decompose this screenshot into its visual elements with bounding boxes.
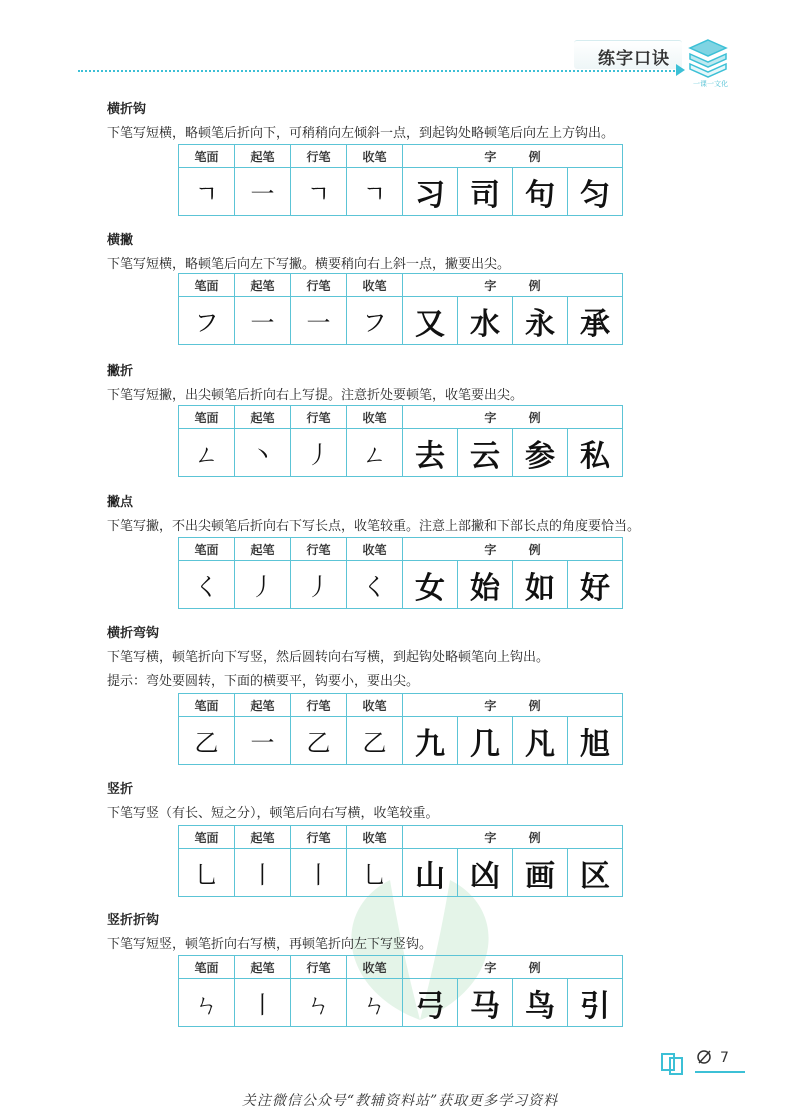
table-header-examples: 字 例 <box>403 145 623 168</box>
example-character-cell: 如 <box>513 561 568 609</box>
example-character-cell: 去 <box>403 429 458 477</box>
stroke-cell: ㄣ <box>179 979 235 1027</box>
example-character-cell: 又 <box>403 297 458 345</box>
stroke-cell: 乙 <box>347 717 403 765</box>
table-header-cell: 起笔 <box>235 145 291 168</box>
stroke-cell: 丨 <box>291 849 347 897</box>
stroke-table <box>178 405 623 477</box>
table-header-cell: 收笔 <box>347 274 403 297</box>
table-header-examples: 字 例 <box>403 694 623 717</box>
header-dotted-line <box>78 70 678 72</box>
book-icon <box>660 1052 686 1076</box>
example-character-cell: 凡 <box>513 717 568 765</box>
stroke-cell: 一 <box>291 297 347 345</box>
example-character-cell: 几 <box>458 717 513 765</box>
stroke-cell: ㄥ <box>347 429 403 477</box>
page-mark-icon <box>696 1049 712 1065</box>
example-character-cell: 旭 <box>568 717 623 765</box>
stroke-table <box>178 144 623 216</box>
section-description: 下笔写短横，略顿笔后折向下，可稍稍向左倾斜一点，到起钩处略顿笔后向左上方钩出。 <box>107 126 615 141</box>
stroke-cell: 乙 <box>179 717 235 765</box>
table-header-cell: 起笔 <box>235 956 291 979</box>
section-title: 竖折 <box>107 782 134 797</box>
stroke-cell: 丨 <box>235 979 291 1027</box>
stroke-table <box>178 955 623 1027</box>
footer-note: 关注微信公众号“教辅资料站”获取更多学习资料 <box>241 1093 559 1109</box>
table-header-cell: 收笔 <box>347 145 403 168</box>
table-header-cell: 起笔 <box>235 826 291 849</box>
example-character-cell: 司 <box>458 168 513 216</box>
page-number: 7 <box>720 1050 729 1066</box>
stroke-cell: 丶 <box>235 429 291 477</box>
table-header-cell: 笔面 <box>179 538 235 561</box>
table-header-cell: 收笔 <box>347 694 403 717</box>
table-header-cell: 行笔 <box>291 826 347 849</box>
stroke-cell: 乙 <box>291 717 347 765</box>
table-header-cell: 笔面 <box>179 826 235 849</box>
table-header-examples: 字 例 <box>403 956 623 979</box>
section-description: 下笔写短撇，出尖顿笔后折向右上写提。注意折处要顿笔，收笔要出尖。 <box>107 388 524 403</box>
table-header-examples: 字 例 <box>403 826 623 849</box>
stroke-cell: 丿 <box>291 429 347 477</box>
example-character-cell: 区 <box>568 849 623 897</box>
stroke-cell: 乚 <box>347 849 403 897</box>
table-header-cell: 起笔 <box>235 538 291 561</box>
table-header-cell: 笔面 <box>179 694 235 717</box>
section-description: 提示：弯处要圆转，下面的横要平，钩要小，要出尖。 <box>107 674 420 689</box>
table-header-cell: 起笔 <box>235 406 291 429</box>
example-character-cell: 习 <box>403 168 458 216</box>
stroke-cell: 丿 <box>235 561 291 609</box>
stroke-cell: ㄱ <box>291 168 347 216</box>
example-character-cell: 永 <box>513 297 568 345</box>
section-title: 竖折折钩 <box>107 913 160 928</box>
stroke-cell: ㄥ <box>179 429 235 477</box>
example-character-cell: 承 <box>568 297 623 345</box>
example-character-cell: 画 <box>513 849 568 897</box>
stroke-table <box>178 825 623 897</box>
stroke-cell: 一 <box>235 297 291 345</box>
book-stack-logo-icon <box>686 36 730 80</box>
example-character-cell: 云 <box>458 429 513 477</box>
example-character-cell: 引 <box>568 979 623 1027</box>
example-character-cell: 山 <box>403 849 458 897</box>
table-header-cell: 收笔 <box>347 538 403 561</box>
stroke-table <box>178 273 623 345</box>
example-character-cell: 凶 <box>458 849 513 897</box>
table-header-cell: 行笔 <box>291 694 347 717</box>
stroke-cell: フ <box>179 297 235 345</box>
stroke-cell: 丨 <box>235 849 291 897</box>
header-arrow-icon <box>676 64 685 76</box>
example-character-cell: 始 <box>458 561 513 609</box>
stroke-cell: ㄱ <box>347 168 403 216</box>
header-title: 练字口诀 <box>598 49 670 69</box>
stroke-cell: ㄣ <box>291 979 347 1027</box>
stroke-cell: ㄱ <box>179 168 235 216</box>
logo-text: 一课一文化 <box>693 80 728 88</box>
stroke-table <box>178 537 623 609</box>
table-header-cell: 笔面 <box>179 145 235 168</box>
example-character-cell: 参 <box>513 429 568 477</box>
stroke-cell: 一 <box>235 168 291 216</box>
section-title: 横折钩 <box>107 102 147 117</box>
stroke-cell: フ <box>347 297 403 345</box>
example-character-cell: 水 <box>458 297 513 345</box>
table-header-cell: 笔面 <box>179 274 235 297</box>
example-character-cell: 马 <box>458 979 513 1027</box>
table-header-cell: 行笔 <box>291 538 347 561</box>
stroke-cell: 乚 <box>179 849 235 897</box>
stroke-cell: 一 <box>235 717 291 765</box>
section-description: 下笔写竖（有长、短之分），顿笔后向右写横，收笔较重。 <box>107 806 439 821</box>
section-title: 撇折 <box>107 364 134 379</box>
example-character-cell: 匀 <box>568 168 623 216</box>
table-header-examples: 字 例 <box>403 538 623 561</box>
section-title: 横折弯钩 <box>107 626 160 641</box>
table-header-examples: 字 例 <box>403 406 623 429</box>
table-header-cell: 收笔 <box>347 956 403 979</box>
table-header-cell: 起笔 <box>235 694 291 717</box>
table-header-cell: 收笔 <box>347 406 403 429</box>
section-description: 下笔写横，顿笔折向下写竖，然后圆转向右写横，到起钩处略顿笔向上钩出。 <box>107 650 550 665</box>
example-character-cell: 私 <box>568 429 623 477</box>
section-description: 下笔写短竖，顿笔折向右写横，再顿笔折向左下写竖钩。 <box>107 937 433 952</box>
stroke-cell: く <box>179 561 235 609</box>
stroke-table <box>178 693 623 765</box>
table-header-cell: 行笔 <box>291 274 347 297</box>
table-header-cell: 行笔 <box>291 145 347 168</box>
table-header-cell: 收笔 <box>347 826 403 849</box>
example-character-cell: 鸟 <box>513 979 568 1027</box>
example-character-cell: 弓 <box>403 979 458 1027</box>
table-header-cell: 起笔 <box>235 274 291 297</box>
footer-underline <box>695 1071 745 1073</box>
example-character-cell: 女 <box>403 561 458 609</box>
stroke-cell: ㄣ <box>347 979 403 1027</box>
stroke-cell: く <box>347 561 403 609</box>
section-description: 下笔写撇，不出尖顿笔后折向右下写长点，收笔较重。注意上部撇和下部长点的角度要恰当。 <box>107 519 641 534</box>
table-header-cell: 笔面 <box>179 956 235 979</box>
example-character-cell: 九 <box>403 717 458 765</box>
example-character-cell: 句 <box>513 168 568 216</box>
section-title: 横撇 <box>107 233 134 248</box>
table-header-cell: 笔面 <box>179 406 235 429</box>
section-title: 撇点 <box>107 495 134 510</box>
section-description: 下笔写短横，略顿笔后向左下写撇。横要稍向右上斜一点，撇要出尖。 <box>107 257 511 272</box>
table-header-cell: 行笔 <box>291 406 347 429</box>
table-header-cell: 行笔 <box>291 956 347 979</box>
example-character-cell: 好 <box>568 561 623 609</box>
table-header-examples: 字 例 <box>403 274 623 297</box>
stroke-cell: 丿 <box>291 561 347 609</box>
